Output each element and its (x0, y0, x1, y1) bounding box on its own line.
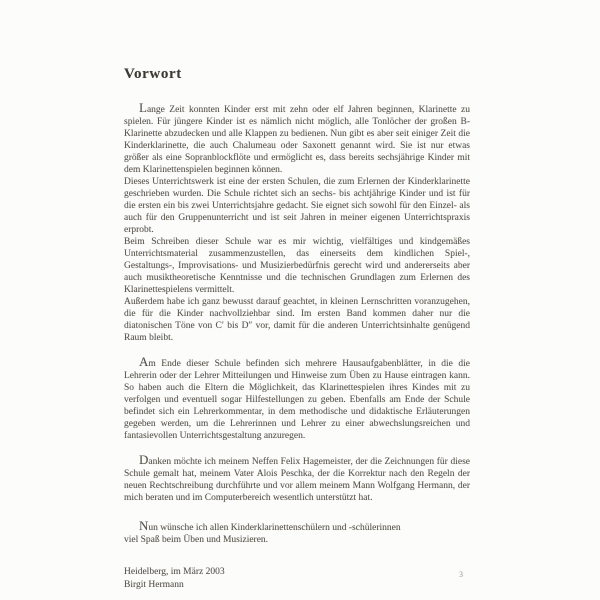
paragraph-teaching-work: Dieses Unterrichtswerk ist eine der ersten Schulen, die zum Erlernen der Kinderklarinette geschrieben wurden. Die Schule richtet sich an sechs- bis achtjährige Kinder und ist für die ersten ein bis zwei Unterrichtsjahre gedacht. Sie eignet sich sowohl für den Einzel- als auch für den Gruppenunterricht und ist seit Jahren in meiner eigenen Unterrichtspraxis erprobt. (124, 177, 470, 235)
paragraph-homework (124, 356, 470, 442)
paragraph-material: Beim Schreiben dieser Schule war es mir wichtig, vielfältiges und kindgemäßes Unterrichtsmaterial zusammenzustellen, das einerseits dem kindlichen Spiel-, Gestaltungs-, Improvisations- und Musizierbedürfnis gerecht wird und andererseits aber auch musiktheoretische Kenntnisse und die technischen Grundlagen zum Erlernen des Klarinettespielens vermittelt. (124, 237, 470, 295)
paragraph-thanks-initial: D (139, 452, 149, 467)
signature-author: Birgit Hermann (124, 580, 184, 590)
paragraph-intro (124, 102, 470, 176)
foreword-text-block (124, 66, 470, 592)
paragraph-wish-line1-text: un wünsche ich allen Kinderklarinettenschülern und -schülerinnen (148, 523, 401, 533)
paragraph-intro-text: ange Zeit konnten Kinder erst mit zehn oder elf Jahren beginnen, Klarinette zu spielen. Für jüngere Kinder ist es nämlich nicht möglich, alle Tonlöcher der großen B-Klarinette abzudecken und alle Klappen zu bedienen. Nun gibt es aber seit einiger Zeit die Kinderklarinette, die auch Chalumeau oder Saxonett genannt wird. Sie ist nur etwas größer als eine Sopranblockflöte und ermöglicht es, dass bereits sechsjährige Kinder mit dem Klarinettenspielen beginnen können. (124, 105, 470, 175)
page-title: Vorwort (124, 66, 182, 82)
paragraph-homework-text: m Ende dieser Schule befinden sich mehrere Hausaufgabenblätter, in die die Lehrerin oder der Lehrer Mitteilungen und Hinweise zum Üben zu Hause eintragen kann. So haben auch die Eltern die Möglichkeit, das Klarinettespielen ihres Kindes mit zu verfolgen und eventuell sogar Hilfestellungen zu geben. Ebenfalls am Ende der Schule befindet sich ein Lehrerkommentar, in dem methodische und didaktische Erläuterungen gegeben werden, um die Lehrerinnen und Lehrer zu einer abwechslungsreichen und fantasievollen Unterrichtsgestaltung anzuregen. (124, 359, 470, 441)
paragraph-wish-line2: viel Spaß beim Üben und Musizieren. (124, 535, 269, 545)
paragraph-intro-initial: L (139, 100, 147, 115)
paragraph-wish-line1 (124, 520, 470, 534)
signature-block (124, 566, 470, 592)
paragraph-wish-initial: N (139, 518, 149, 533)
paragraph-homework-initial: A (139, 354, 149, 369)
paragraph-thanks (124, 454, 470, 504)
paragraph-learning-steps: Außerdem habe ich ganz bewusst darauf geachtet, in kleinen Lernschritten voranzugehen, die für die Kinder nachvollziehbar sind. Im ersten Band kommen daher nur die diatonischen Töne von C′ bis D″ vor, damit für die anderen Unterrichtsinhalte genügend Raum bleibt. (124, 297, 470, 343)
page-number: 3 (459, 570, 463, 579)
signature-place-date: Heidelberg, im März 2003 (124, 567, 225, 577)
paragraph-thanks-text: anken möchte ich meinem Neffen Felix Hagemeister, der die Zeichnungen für diese Schule gemalt hat, meinem Vater Alois Peschka, der die Korrektur nach den Regeln der neuen Rechtschreibung durchführte und vor allem meinem Mann Wolfgang Hermann, der mich beraten und im Computerbereich wesentlich unterstützt hat. (124, 457, 470, 503)
